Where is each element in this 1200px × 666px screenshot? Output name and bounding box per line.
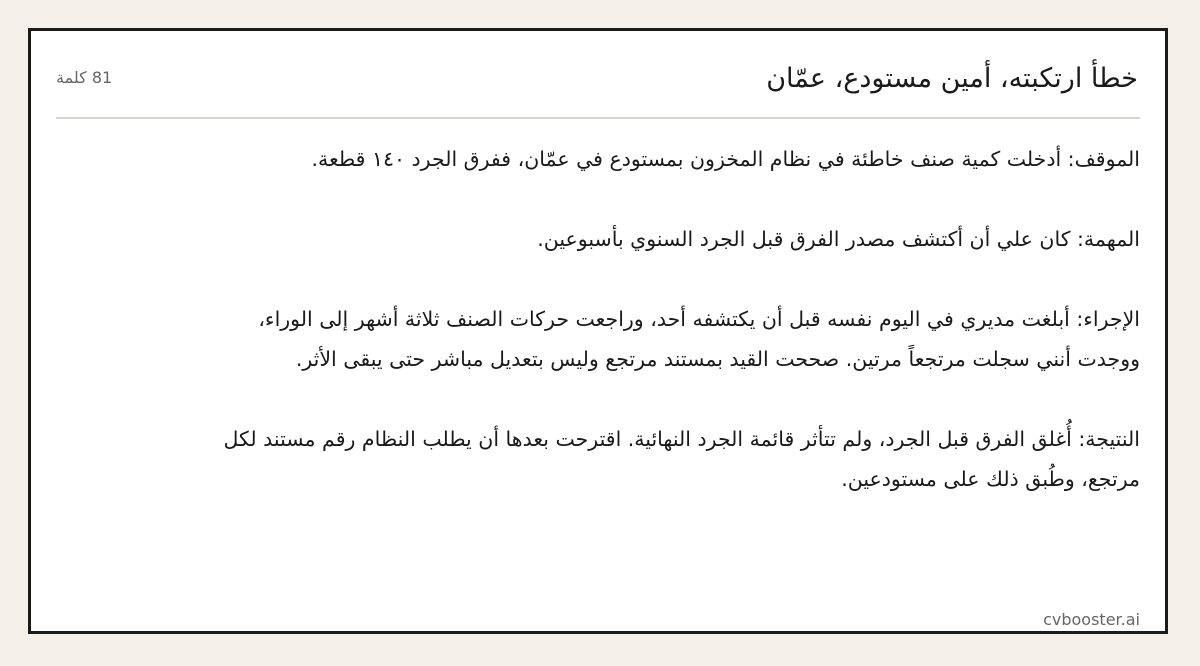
card-header bbox=[56, 31, 1140, 119]
brand-footer: cvbooster.ai bbox=[1043, 610, 1140, 629]
story-title: خطأ ارتكبته، أمين مستودع، عمّان bbox=[766, 63, 1138, 94]
story-body bbox=[210, 139, 1140, 499]
paragraph-situation: الموقف: أدخلت كمية صنف خاطئة في نظام المخزون بمستودع في عمّان، ففرق الجرد ١٤٠ قطعة. bbox=[311, 147, 1140, 171]
story-card bbox=[28, 28, 1168, 634]
paragraph-action: الإجراء: أبلغت مديري في اليوم نفسه قبل أن يكتشفه أحد، وراجعت حركات الصنف ثلاثة أشهر إلى الوراء، ووجدت أنني سجلت مرتجعاً مرتين. صححت القيد بمستند مرتجع وليس بتعديل مباشر حتى يبقى الأثر. bbox=[258, 307, 1140, 371]
paragraph-result: النتيجة: أُغلق الفرق قبل الجرد، ولم تتأثر قائمة الجرد النهائية. اقترحت بعدها أن يطلب النظام رقم مستند لكل مرتجع، وطُبق ذلك على مستودعين. bbox=[223, 427, 1140, 491]
word-count-label: 81 كلمة bbox=[56, 68, 113, 87]
paragraph-task: المهمة: كان علي أن أكتشف مصدر الفرق قبل الجرد السنوي بأسبوعين. bbox=[537, 227, 1140, 251]
